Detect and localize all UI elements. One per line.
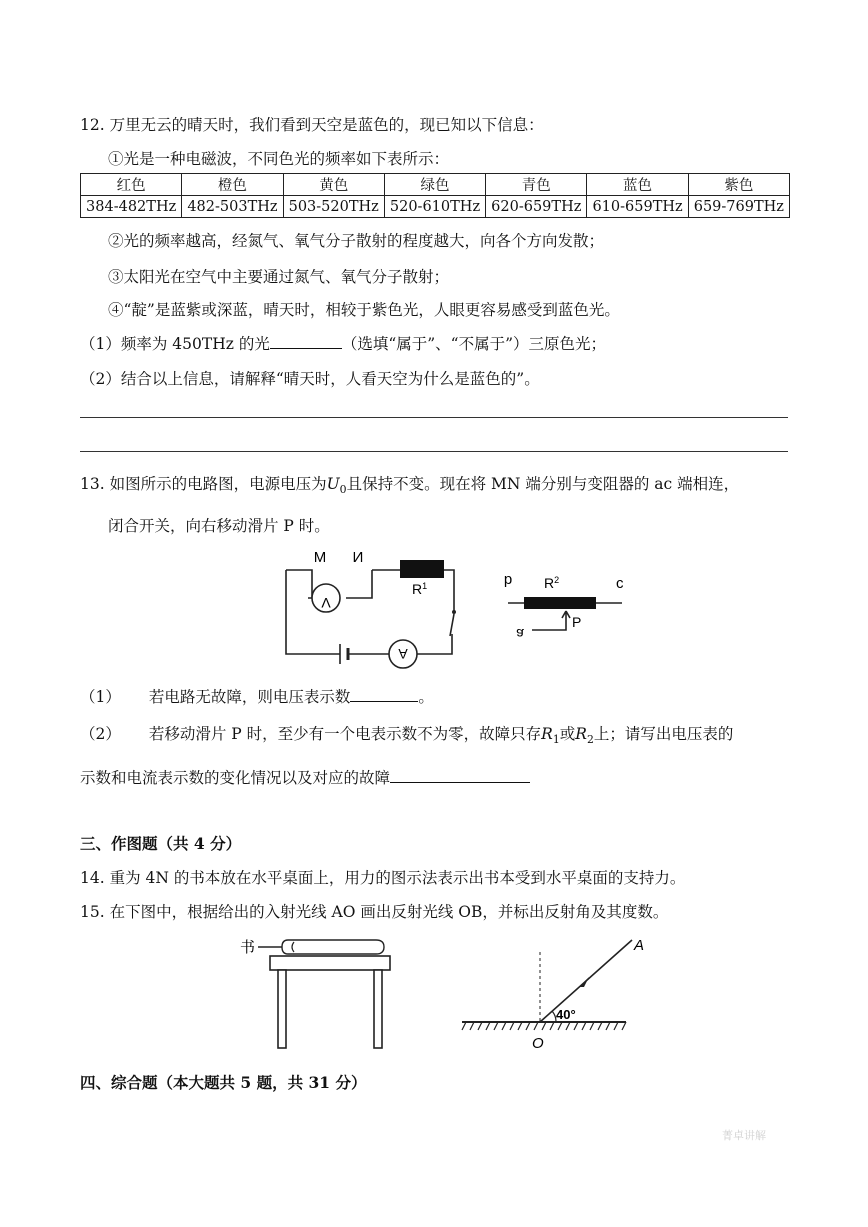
q13-sub1 — [80, 685, 434, 707]
label-o: O — [532, 1035, 544, 1052]
q13-stem-line2: 闭合开关，向右移动滑片 P 时。 — [108, 517, 330, 535]
watermark: 菁卓讲解 — [722, 1129, 766, 1142]
table-leg-icon — [374, 970, 382, 1048]
table-header: 蓝色 — [587, 174, 688, 196]
wire — [286, 570, 340, 654]
table-row — [81, 196, 790, 218]
frequency-table — [80, 173, 790, 218]
q12-info3: ③太阳光在空气中主要通过氮气、氧气分子散射； — [108, 268, 450, 286]
answer-blank[interactable] — [390, 767, 530, 784]
table-header: 红色 — [81, 174, 182, 196]
q12-sub2: （2）结合以上信息，请解释“晴天时，人看天空为什么是蓝色的”。 — [80, 370, 540, 388]
angle-label: 40° — [556, 1007, 576, 1022]
r1-subscript: 1 — [552, 733, 560, 747]
label-r1: $R^1$ — [412, 581, 428, 597]
ray-arrow-icon — [579, 977, 589, 987]
q14-text: 14. 重为 4N 的书本放在水平桌面上，用力的图示法表示出书本受到水平桌面的支持力。 — [80, 869, 686, 887]
voltmeter-label: V — [321, 595, 331, 611]
answer-line[interactable] — [80, 417, 788, 418]
mirror-hatching — [462, 1022, 626, 1030]
section3-title: 三、作图题（共 4 分） — [80, 834, 242, 853]
wire — [286, 570, 312, 598]
switch-icon — [450, 614, 454, 636]
rheostat-r2-icon — [524, 597, 596, 609]
table-top-icon — [270, 956, 390, 970]
table-header-row — [81, 174, 790, 196]
r2-subscript: 2 — [586, 733, 594, 747]
label-m: M — [313, 549, 327, 566]
q12-info4: ④“靛”是蓝紫或深蓝，晴天时，相较于紫色光，人眼更容易感受到蓝色光。 — [108, 301, 620, 319]
label-a-end: a — [516, 626, 524, 642]
label-c: c — [616, 575, 624, 592]
q13-stem-text: 13. 如图所示的电路图，电源电压为 — [80, 475, 327, 493]
resistor-r1-icon — [400, 560, 444, 578]
wire — [416, 634, 452, 654]
table-cell: 520-610THz — [384, 196, 485, 218]
table-cell: 482-503THz — [182, 196, 283, 218]
voltage-symbol: U — [326, 475, 340, 493]
table-cell: 503-520THz — [283, 196, 384, 218]
q13-sub2 — [80, 722, 733, 746]
q13-sub1-end: 。 — [418, 688, 434, 706]
label-p: P — [572, 614, 582, 630]
slider-p-icon — [532, 611, 570, 630]
q13-sub2-line2 — [80, 766, 530, 788]
label-n: N — [352, 549, 364, 566]
r1-symbol: R — [541, 725, 553, 743]
table-header: 橙色 — [182, 174, 283, 196]
table-header: 绿色 — [384, 174, 485, 196]
q12-info2: ②光的频率越高，经氮气、氧气分子散射的程度越大，向各个方向发散； — [108, 232, 605, 250]
table-leg-icon — [278, 970, 286, 1048]
switch-pivot-icon — [452, 610, 456, 614]
ammeter-label: A — [398, 646, 408, 662]
q13-stem-text-2: 且保持不变。现在将 MN 端分别与变阻器的 ac 端相连， — [346, 475, 740, 493]
q15-text: 15. 在下图中，根据给出的入射光线 AO 画出反射光线 OB，并标出反射角及其度数。 — [80, 903, 669, 921]
q13-sub2-text-3: 示数和电流表示数的变化情况以及对应的故障 — [80, 769, 391, 787]
q13-sub1-text: 若电路无故障，则电压表示数 — [148, 688, 351, 706]
q13-sub2-text-2: 上；请写出电压表的 — [593, 725, 734, 743]
table-cell: 620-659THz — [486, 196, 587, 218]
label-b: b — [503, 572, 513, 589]
book-label: 书 — [240, 939, 256, 956]
table-header: 紫色 — [688, 174, 789, 196]
q13-sub2-num: （2） — [80, 725, 121, 743]
q13-stem — [80, 472, 739, 496]
reflection-diagram — [458, 932, 645, 1054]
book-table-diagram — [236, 932, 396, 1052]
label-a: A — [634, 937, 645, 954]
section4-title: 四、综合题（本大题共 5 题，共 31 分） — [80, 1073, 367, 1092]
table-cell: 610-659THz — [587, 196, 688, 218]
answer-blank[interactable] — [270, 333, 342, 350]
rheostat-diagram — [500, 570, 630, 642]
answer-blank[interactable] — [350, 686, 418, 703]
q13-sub2-text: 若移动滑片 P 时，至少有一个电表示数不为零，故障只存 — [148, 725, 542, 743]
q12-info1: ①光是一种电磁波，不同色光的频率如下表所示： — [108, 150, 450, 168]
table-cell: 659-769THz — [688, 196, 789, 218]
or-text: 或 — [559, 725, 576, 743]
answer-line[interactable] — [80, 451, 788, 452]
circuit-diagram — [276, 548, 466, 674]
q12-sub1 — [80, 332, 606, 354]
book-icon — [282, 940, 384, 954]
q12-sub1-hint: （选填“属于”、“不属于”）三原色光； — [341, 335, 607, 353]
voltage-subscript: 0 — [339, 483, 347, 497]
table-cell: 384-482THz — [81, 196, 182, 218]
r2-symbol: R — [575, 725, 587, 743]
table-header: 青色 — [486, 174, 587, 196]
q12-sub1-text: （1）频率为 450THz 的光 — [80, 335, 270, 353]
q12-stem: 12. 万里无云的晴天时，我们看到天空是蓝色的，现已知以下信息： — [80, 116, 544, 134]
wire — [346, 570, 372, 598]
q13-sub1-num: （1） — [80, 688, 121, 706]
label-r2: $R^2$ — [544, 575, 560, 591]
table-header: 黄色 — [283, 174, 384, 196]
